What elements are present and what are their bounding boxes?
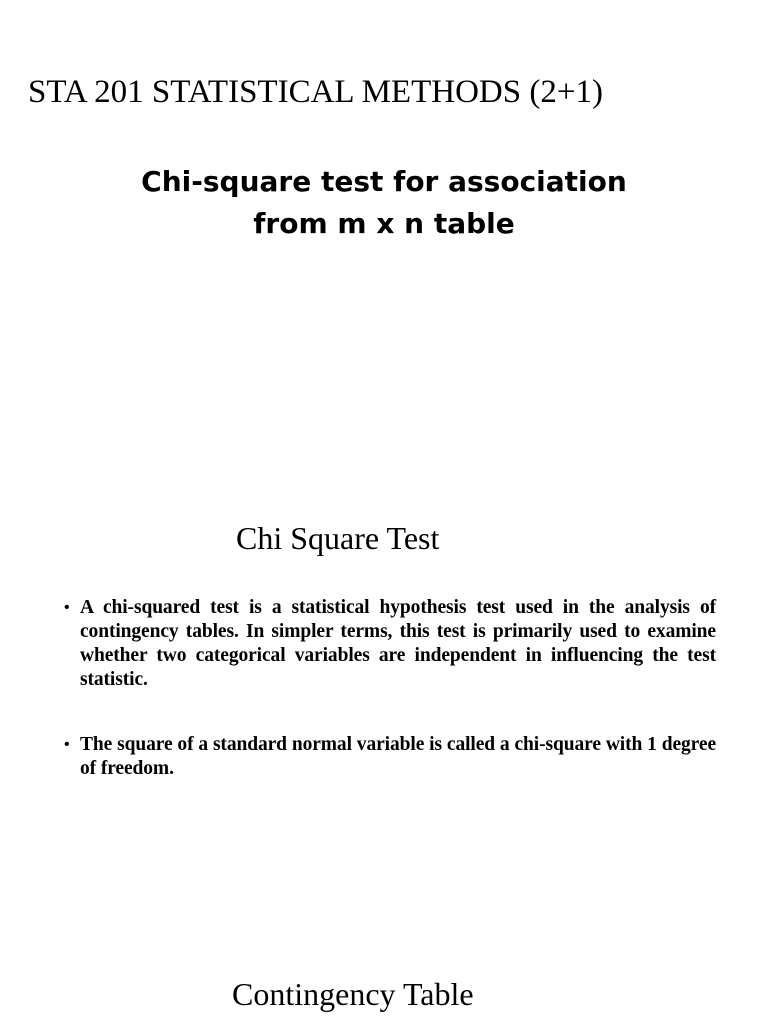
bullet-text: The square of a standard normal variable is called a chi-square with 1 degree of freedom. <box>80 734 716 779</box>
bullet-icon: • <box>64 599 70 616</box>
subtitle-line-1: Chi-square test for association <box>141 165 627 198</box>
slide-heading: Contingency Table <box>232 976 474 1012</box>
bullet-text: A chi-squared test is a statistical hypothesis test used in the analysis of contingency tables. In simpler terms, this test is primarily used to examine whether two categorical variables are independent in influencing the test statistic. <box>80 597 716 690</box>
slide-heading: Chi Square Test <box>236 520 440 556</box>
bullet-item <box>64 733 716 781</box>
bullet-item <box>64 596 716 692</box>
bullet-icon: • <box>64 736 70 753</box>
slide-title <box>0 0 768 480</box>
subtitle-line-2: from m x n table <box>253 207 515 240</box>
slide-chi-square-test <box>0 480 768 950</box>
slide-contingency-table <box>0 950 768 1024</box>
course-title: STA 201 STATISTICAL METHODS (2+1) <box>28 74 603 110</box>
